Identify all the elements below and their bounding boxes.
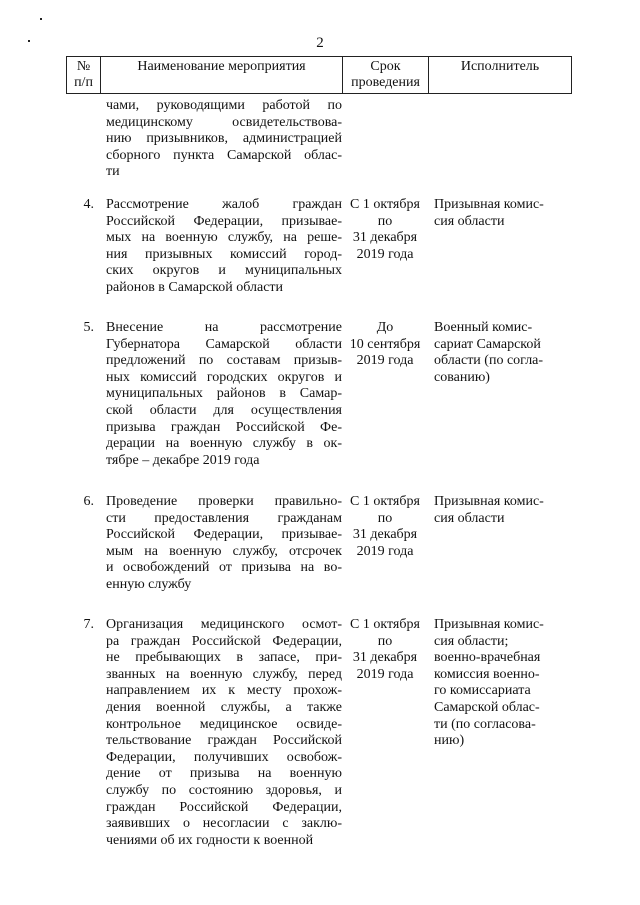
text-line: Призывная комис- [434,494,544,509]
text-line: дерации на военную службу в ок- [106,436,342,452]
row-period [342,494,428,594]
table-header [66,56,572,94]
text-line: по [377,633,393,649]
text-line: званных на военную службу, перед [106,666,342,682]
text-line: службу по состоянию здоровья, и [106,782,342,798]
page-number: 2 [316,35,324,51]
text-line: Организация медицинского осмот- [106,617,342,632]
text-line: 2019 года [356,353,414,369]
text-line: по [377,213,393,229]
row-executor [428,320,572,469]
text-line: военно-врачебная [434,650,541,666]
row-number: 5. [83,320,94,335]
row-description [100,617,342,849]
text-line: С 1 октября [350,617,420,632]
text-line: по [377,510,393,526]
text-line: 2019 года [356,666,414,682]
row-description [100,197,342,297]
text-line: дение от призыва на военную [106,766,342,782]
text-line: направлением их к месту прохож- [106,683,342,699]
text-line: Губернатора Самарской области [106,336,342,352]
text-line: С 1 октября [350,197,420,212]
text-line: Призывная комис- [434,617,544,632]
text-line: С 1 октября [350,494,420,509]
row-number [66,98,100,181]
text-line: заявивших о несогласии с заклю- [106,816,342,832]
text-line: муниципальных районов в Самар- [106,386,342,402]
text-line: 10 сентября [349,336,421,352]
text-line: сия области; [434,633,509,649]
text-line: До [376,320,394,335]
text-line: граждан Российской Федерации, [106,799,342,815]
header-event-name: Наименование мероприятия [100,56,342,94]
text-line: ти (по согласова- [434,716,536,732]
text-line: Призывная комис- [434,197,544,212]
row-period [342,320,428,469]
text-line: ра граждан Российской Федерации, [106,633,342,649]
text-line: сия области [434,213,505,229]
text-line: ской области для осуществления [106,402,342,418]
text-line: районов в Самарской области [106,279,284,295]
text-line: сованию) [434,369,490,385]
text-line: мых на военную службу, на реше- [106,230,342,246]
text-line: ных комиссий городских округов и [106,369,342,385]
text-line: чениями об их годности к военной [106,832,314,848]
text-line: 31 декабря [352,650,418,666]
row-number: 6. [83,494,94,509]
text-line: нию) [434,733,465,749]
text-line: 31 декабря [352,527,418,543]
text-line: 2019 года [356,543,414,559]
text-line: нию призывников, администрацией [106,131,342,147]
text-line: Внесение на рассмотрение [106,320,342,335]
text-line: ти [106,164,120,180]
text-line: тельствование граждан Российской [106,733,342,749]
table-row [66,320,572,469]
text-line: енную службу [106,576,192,592]
text-line: ния призывных комиссий город- [106,246,342,262]
table-row [66,494,572,594]
header-period: Срок проведения [342,56,428,94]
text-line: мым на военную службу, отсрочек [106,543,342,559]
text-line: области (по согла- [434,353,544,369]
table-row [66,617,572,849]
row-number: 7. [83,617,94,632]
table-row [66,197,572,297]
text-line: медицинскому освидетельствова- [106,114,342,130]
row-executor [428,494,572,594]
header-number: № п/п [66,56,100,94]
text-line: тябре – декабре 2019 года [106,452,260,468]
header-executor: Исполнитель [428,56,572,94]
text-line: Военный комис- [434,320,533,335]
row-number: 4. [83,197,94,212]
row-period [342,617,428,849]
text-line: го комиссариата [434,683,531,699]
text-line: сия области [434,510,505,526]
text-line: 31 декабря [352,230,418,246]
text-line: предложений по составам призыв- [106,353,342,369]
text-line: не пребывающих в запасе, при- [106,650,342,666]
row-period [342,197,428,297]
text-line: ских округов и муниципальных [106,263,342,279]
row-description [100,494,342,594]
text-line: Российской Федерации, призывае- [106,527,342,543]
text-line: и освобождений от призыва на во- [106,560,342,576]
row-executor [428,197,572,297]
text-line: контрольное медицинское освиде- [106,716,342,732]
scan-speck [40,18,42,20]
text-line: Проведение проверки правильно- [106,494,342,509]
row-executor [428,617,572,849]
text-line: сборного пункта Самарской облас- [106,147,342,163]
text-line: Самарской облас- [434,699,540,715]
row-description [100,98,342,181]
text-line: Рассмотрение жалоб граждан [106,197,342,212]
text-line: Федерации, получивших освобож- [106,749,342,765]
text-line: Российской Федерации, призывае- [106,213,342,229]
text-line: призыва граждан Российской Фе- [106,419,342,435]
table-row-continuation [66,98,572,181]
text-line: сариат Самарской [434,336,541,352]
text-line: 2019 года [356,246,414,262]
text-line: дения военной службы, а также [106,699,342,715]
text-line: комиссия военно- [434,666,540,682]
text-line: сти предоставления гражданам [106,510,342,526]
text-line: чами, руководящими работой по [106,98,342,113]
row-executor [428,98,572,181]
row-description [100,320,342,469]
row-period [342,98,428,181]
